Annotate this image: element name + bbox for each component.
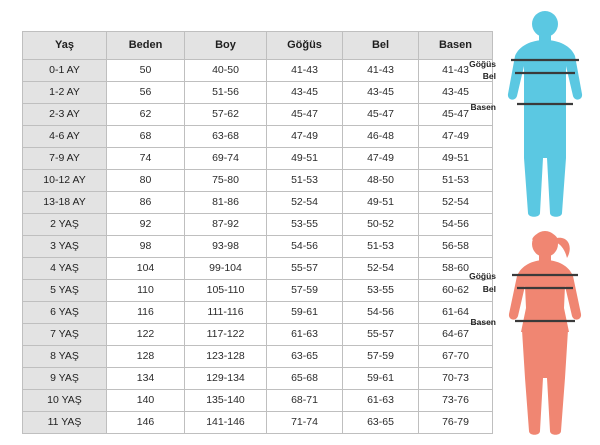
cell-age: 2-3 AY bbox=[23, 104, 107, 126]
cell-age: 3 YAŞ bbox=[23, 236, 107, 258]
cell-chest: 57-59 bbox=[267, 280, 343, 302]
cell-waist: 48-50 bbox=[343, 170, 419, 192]
column-header-size: Beden bbox=[107, 32, 185, 60]
cell-height: 93-98 bbox=[185, 236, 267, 258]
boy-waist-label: Bel bbox=[482, 71, 496, 81]
cell-hip: 45-47 bbox=[419, 104, 493, 126]
cell-size: 80 bbox=[107, 170, 185, 192]
cell-chest: 61-63 bbox=[267, 324, 343, 346]
cell-chest: 55-57 bbox=[267, 258, 343, 280]
cell-age: 10-12 AY bbox=[23, 170, 107, 192]
column-header-chest: Göğüs bbox=[267, 32, 343, 60]
cell-waist: 57-59 bbox=[343, 346, 419, 368]
cell-height: 111-116 bbox=[185, 302, 267, 324]
cell-age: 6 YAŞ bbox=[23, 302, 107, 324]
cell-age: 1-2 AY bbox=[23, 82, 107, 104]
table-row bbox=[23, 126, 493, 148]
cell-height: 117-122 bbox=[185, 324, 267, 346]
size-table-container bbox=[22, 31, 492, 434]
cell-age: 10 YAŞ bbox=[23, 390, 107, 412]
cell-chest: 45-47 bbox=[267, 104, 343, 126]
cell-hip: 58-60 bbox=[419, 258, 493, 280]
column-header-hip: Basen bbox=[419, 32, 493, 60]
boy-body-figure bbox=[495, 8, 595, 223]
cell-age: 4 YAŞ bbox=[23, 258, 107, 280]
boy-chest-label: Göğüs bbox=[469, 59, 496, 69]
cell-waist: 50-52 bbox=[343, 214, 419, 236]
cell-hip: 67-70 bbox=[419, 346, 493, 368]
girl-waist-label: Bel bbox=[482, 284, 496, 294]
cell-age: 7 YAŞ bbox=[23, 324, 107, 346]
cell-height: 129-134 bbox=[185, 368, 267, 390]
cell-hip: 49-51 bbox=[419, 148, 493, 170]
cell-hip: 47-49 bbox=[419, 126, 493, 148]
cell-size: 134 bbox=[107, 368, 185, 390]
table-row bbox=[23, 82, 493, 104]
cell-waist: 61-63 bbox=[343, 390, 419, 412]
cell-size: 98 bbox=[107, 236, 185, 258]
cell-age: 4-6 AY bbox=[23, 126, 107, 148]
table-header-row bbox=[23, 32, 493, 60]
girl-hip-label: Basen bbox=[470, 317, 496, 327]
cell-chest: 68-71 bbox=[267, 390, 343, 412]
cell-size: 146 bbox=[107, 412, 185, 434]
cell-hip: 56-58 bbox=[419, 236, 493, 258]
table-row bbox=[23, 346, 493, 368]
table-row bbox=[23, 390, 493, 412]
cell-chest: 65-68 bbox=[267, 368, 343, 390]
cell-chest: 47-49 bbox=[267, 126, 343, 148]
cell-size: 86 bbox=[107, 192, 185, 214]
cell-chest: 71-74 bbox=[267, 412, 343, 434]
cell-waist: 43-45 bbox=[343, 82, 419, 104]
cell-height: 75-80 bbox=[185, 170, 267, 192]
cell-size: 68 bbox=[107, 126, 185, 148]
cell-chest: 63-65 bbox=[267, 346, 343, 368]
cell-waist: 52-54 bbox=[343, 258, 419, 280]
cell-size: 74 bbox=[107, 148, 185, 170]
cell-height: 69-74 bbox=[185, 148, 267, 170]
cell-height: 81-86 bbox=[185, 192, 267, 214]
cell-chest: 59-61 bbox=[267, 302, 343, 324]
cell-height: 63-68 bbox=[185, 126, 267, 148]
cell-waist: 59-61 bbox=[343, 368, 419, 390]
cell-height: 87-92 bbox=[185, 214, 267, 236]
cell-chest: 41-43 bbox=[267, 60, 343, 82]
cell-chest: 53-55 bbox=[267, 214, 343, 236]
size-table-body bbox=[23, 60, 493, 434]
cell-hip: 76-79 bbox=[419, 412, 493, 434]
size-table-head bbox=[23, 32, 493, 60]
table-row bbox=[23, 280, 493, 302]
table-row bbox=[23, 148, 493, 170]
cell-size: 128 bbox=[107, 346, 185, 368]
cell-hip: 60-62 bbox=[419, 280, 493, 302]
cell-chest: 43-45 bbox=[267, 82, 343, 104]
cell-height: 51-56 bbox=[185, 82, 267, 104]
cell-age: 2 YAŞ bbox=[23, 214, 107, 236]
cell-hip: 43-45 bbox=[419, 82, 493, 104]
girl-chest-label: Göğüs bbox=[469, 271, 496, 281]
cell-waist: 51-53 bbox=[343, 236, 419, 258]
cell-age: 5 YAŞ bbox=[23, 280, 107, 302]
cell-age: 0-1 AY bbox=[23, 60, 107, 82]
cell-size: 140 bbox=[107, 390, 185, 412]
table-row bbox=[23, 104, 493, 126]
cell-size: 116 bbox=[107, 302, 185, 324]
table-row bbox=[23, 170, 493, 192]
cell-waist: 41-43 bbox=[343, 60, 419, 82]
cell-waist: 47-49 bbox=[343, 148, 419, 170]
cell-waist: 49-51 bbox=[343, 192, 419, 214]
cell-size: 92 bbox=[107, 214, 185, 236]
cell-height: 105-110 bbox=[185, 280, 267, 302]
cell-age: 9 YAŞ bbox=[23, 368, 107, 390]
cell-height: 99-104 bbox=[185, 258, 267, 280]
cell-chest: 51-53 bbox=[267, 170, 343, 192]
boy-hip-label: Basen bbox=[470, 102, 496, 112]
cell-size: 56 bbox=[107, 82, 185, 104]
cell-age: 13-18 AY bbox=[23, 192, 107, 214]
table-row bbox=[23, 236, 493, 258]
cell-hip: 70-73 bbox=[419, 368, 493, 390]
column-header-waist: Bel bbox=[343, 32, 419, 60]
cell-chest: 54-56 bbox=[267, 236, 343, 258]
size-table bbox=[22, 31, 493, 434]
table-row bbox=[23, 302, 493, 324]
table-row bbox=[23, 368, 493, 390]
cell-height: 141-146 bbox=[185, 412, 267, 434]
cell-hip: 73-76 bbox=[419, 390, 493, 412]
cell-hip: 41-43 bbox=[419, 60, 493, 82]
cell-age: 7-9 AY bbox=[23, 148, 107, 170]
table-row bbox=[23, 324, 493, 346]
cell-height: 40-50 bbox=[185, 60, 267, 82]
cell-height: 123-128 bbox=[185, 346, 267, 368]
girl-body-figure bbox=[495, 228, 595, 440]
cell-waist: 46-48 bbox=[343, 126, 419, 148]
cell-size: 104 bbox=[107, 258, 185, 280]
column-header-height: Boy bbox=[185, 32, 267, 60]
cell-hip: 64-67 bbox=[419, 324, 493, 346]
cell-waist: 54-56 bbox=[343, 302, 419, 324]
cell-size: 122 bbox=[107, 324, 185, 346]
cell-chest: 49-51 bbox=[267, 148, 343, 170]
cell-waist: 63-65 bbox=[343, 412, 419, 434]
cell-hip: 61-64 bbox=[419, 302, 493, 324]
cell-waist: 45-47 bbox=[343, 104, 419, 126]
cell-height: 57-62 bbox=[185, 104, 267, 126]
cell-chest: 52-54 bbox=[267, 192, 343, 214]
table-row bbox=[23, 258, 493, 280]
cell-size: 62 bbox=[107, 104, 185, 126]
cell-hip: 51-53 bbox=[419, 170, 493, 192]
table-row bbox=[23, 60, 493, 82]
cell-waist: 53-55 bbox=[343, 280, 419, 302]
column-header-age: Yaş bbox=[23, 32, 107, 60]
table-row bbox=[23, 192, 493, 214]
cell-hip: 54-56 bbox=[419, 214, 493, 236]
cell-age: 11 YAŞ bbox=[23, 412, 107, 434]
cell-hip: 52-54 bbox=[419, 192, 493, 214]
table-row bbox=[23, 214, 493, 236]
cell-size: 50 bbox=[107, 60, 185, 82]
cell-waist: 55-57 bbox=[343, 324, 419, 346]
table-row bbox=[23, 412, 493, 434]
cell-age: 8 YAŞ bbox=[23, 346, 107, 368]
cell-size: 110 bbox=[107, 280, 185, 302]
cell-height: 135-140 bbox=[185, 390, 267, 412]
